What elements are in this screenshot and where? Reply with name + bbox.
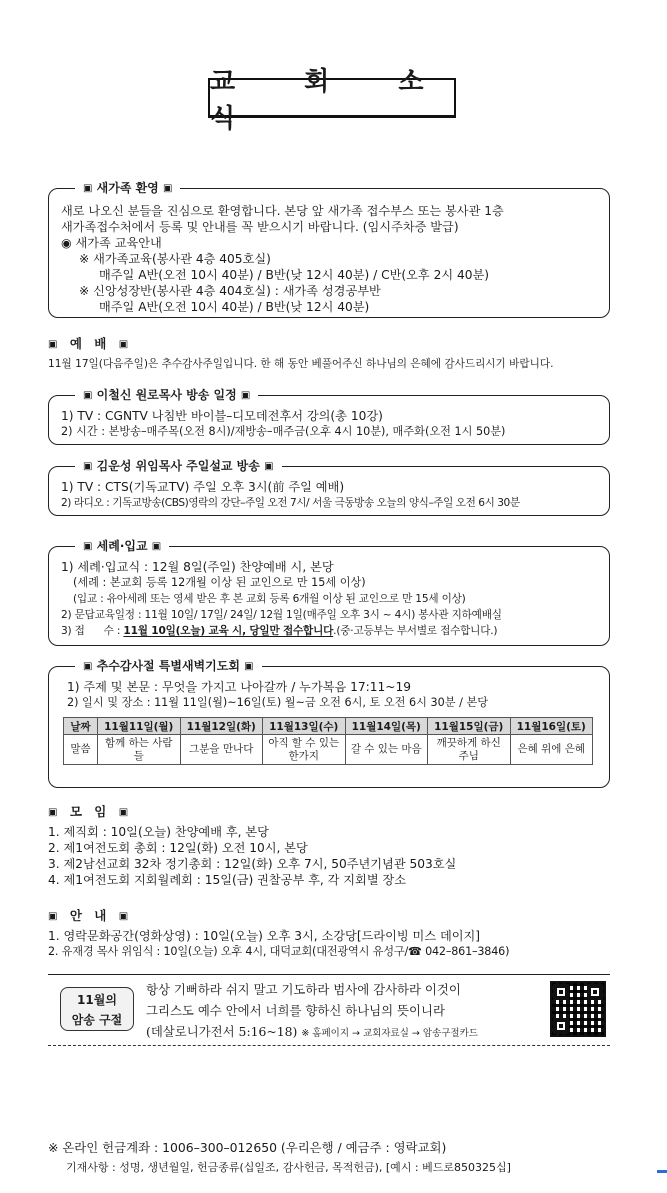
broadcast1-box <box>48 388 610 445</box>
baptism-heading: ▣ 세례·입교 ▣ <box>75 537 169 556</box>
dawn-prayer-box <box>48 659 610 788</box>
table-cell: 갈 수 있는 마음 <box>345 735 428 765</box>
baptism-box <box>48 539 610 646</box>
square-icon: ▣ <box>151 541 162 552</box>
welcome-box <box>48 181 610 318</box>
table-header-cell: 11월12일(화) <box>180 718 263 735</box>
welcome-line: ◉ 새가족 교육안내 <box>61 236 162 250</box>
square-icon: ▣ <box>118 339 129 350</box>
list-item: 1. 제직회 : 10일(오늘) 찬양예배 후, 본당 <box>48 825 269 839</box>
qr-code-icon[interactable] <box>550 981 606 1037</box>
list-item: 2. 유재경 목사 위임식 : 10일(오늘) 오후 4시, 대덕교회(대전광역시 유성구/☎ 042–861–3846) <box>48 945 510 958</box>
square-icon: ▣ <box>83 461 93 472</box>
memory-verse-line: 그리스도 예수 안에서 너희를 향하신 하나님의 뜻이니라 <box>146 1003 445 1018</box>
square-icon: ▣ <box>118 807 129 818</box>
baptism-line: 1) 세례·입교식 : 12월 8일(주일) 찬양예배 시, 본당 <box>61 560 334 574</box>
table-cell: 말씀 <box>64 735 98 765</box>
dawn-schedule-table <box>63 717 593 765</box>
table-cell: 함께 하는 사람들 <box>98 735 181 765</box>
memory-verse-text <box>146 979 478 1044</box>
table-header-cell: 11월14일(목) <box>345 718 428 735</box>
square-icon: ▣ <box>162 183 173 194</box>
memory-verse-ref-line: (데살로니가전서 5:16~18) ※ 홈페이지 → 교회자료실 → 암송구절카드 <box>146 1024 478 1039</box>
dawn-heading: ▣ 추수감사절 특별새벽기도회 ▣ <box>75 657 262 676</box>
broadcast2-line: 2) 라디오 : 기독교방송(CBS)영락의 강단–주일 오전 7시/ 서울 극동방송 오늘의 양식–주일 오전 6시 30분 <box>61 497 520 509</box>
worship-text: 11월 17일(다음주일)은 추수감사주일입니다. 한 해 동안 베풀어주신 하나님의 은혜에 감사드리시기 바랍니다. <box>48 358 554 370</box>
broadcast1-line: 2) 시간 : 본방송–매주목(오전 8시)/재방송–매주금(오후 4시 10분), 매주화(오전 1시 50분) <box>61 425 506 438</box>
welcome-line: 매주일 A반(오전 10시 40분) / B반(낮 12시 40분) / C반(오후 2시 40분) <box>99 268 490 282</box>
baptism-line: (입교 : 유아세례 또는 영세 받은 후 본 교회 등록 6개월 이상 된 교인으로 만 15세 이상) <box>73 593 466 605</box>
broadcast2-line: 1) TV : CTS(기독교TV) 주일 오후 3시(前 주일 예배) <box>61 480 345 494</box>
broadcast2-box <box>48 459 610 516</box>
table-cell: 은혜 위에 은혜 <box>510 735 593 765</box>
square-icon: ▣ <box>83 183 93 194</box>
table-cell: 그분을 만나다 <box>180 735 263 765</box>
memory-verse-line: 항상 기뻐하라 쉬지 말고 기도하라 범사에 감사하라 이것이 <box>146 982 461 997</box>
welcome-heading: ▣ 새가족 환영 ▣ <box>75 179 180 198</box>
list-item: 3. 제2남선교회 32차 정기총회 : 12일(화) 오후 7시, 50주년기념관 503호실 <box>48 857 457 871</box>
square-icon: ▣ <box>48 911 58 922</box>
qr-finder <box>553 984 569 1000</box>
square-icon: ▣ <box>48 339 58 350</box>
broadcast1-heading: ▣ 이철신 원로목사 방송 일정 ▣ <box>75 386 258 405</box>
table-header-cell: 11월11일(월) <box>98 718 181 735</box>
square-icon: ▣ <box>240 390 251 401</box>
memory-verse-hint: ※ 홈페이지 → 교회자료실 → 암송구절카드 <box>301 1028 478 1039</box>
welcome-line: ※ 새가족교육(봉사관 4층 405호실) <box>79 252 271 266</box>
edge-mark <box>657 1170 667 1173</box>
table-cell: 아직 할 수 있는 한가지 <box>263 735 346 765</box>
table-header-cell: 11월16일(토) <box>510 718 593 735</box>
welcome-line: 새로 나오신 분들을 진심으로 환영합니다. 본당 앞 새가족 접수부스 또는 봉사관 1층 <box>61 204 504 218</box>
square-icon: ▣ <box>244 661 254 672</box>
square-icon: ▣ <box>118 911 129 922</box>
square-icon: ▣ <box>83 541 93 552</box>
dawn-line: 2) 일시 및 장소 : 11월 11일(월)~16일(토) 월~금 오전 6시, 토 오전 6시 30분 / 본당 <box>67 696 489 709</box>
qr-finder <box>587 984 603 1000</box>
list-item: 2. 제1여전도회 총회 : 12일(화) 오전 10시, 본당 <box>48 841 308 855</box>
notice-heading: ▣ 안 내 ▣ <box>48 908 129 923</box>
page-title: 교 회 소 식 <box>208 78 456 118</box>
offering-account <box>48 1138 511 1178</box>
baptism-line-5: 3) 접 수 : 11월 10일(오늘) 교육 시, 당일만 접수합니다.(중·고등부는 부서별로 접수합니다.) <box>61 625 498 637</box>
baptism-line: 2) 문답교육일정 : 11월 10일/ 17일/ 24일/ 12월 1일(매주일 오후 3시 ~ 4시) 봉사관 지하예배실 <box>61 609 502 621</box>
broadcast1-line: 1) TV : CGNTV 나침반 바이블–디모데전후서 강의(총 10강) <box>61 409 383 423</box>
memory-verse-label: 11월의 암송 구절 <box>60 987 134 1031</box>
worship-heading: ▣ 예 배 ▣ <box>48 336 129 351</box>
broadcast2-heading: ▣ 김운성 위임목사 주일설교 방송 ▣ <box>75 457 282 476</box>
square-icon: ▣ <box>264 461 274 472</box>
table-header-row <box>64 718 593 735</box>
table-cell: 깨끗하게 하신 주님 <box>428 735 511 765</box>
square-icon: ▣ <box>48 807 58 818</box>
memory-verse-box <box>48 974 610 1046</box>
square-icon: ▣ <box>83 390 93 401</box>
square-icon: ▣ <box>83 661 93 672</box>
list-item: 4. 제1여전도회 지회월례회 : 15일(금) 권찰공부 후, 각 지회별 장소 <box>48 873 407 887</box>
welcome-line: 매주일 A반(오전 10시 40분) / B반(낮 12시 40분) <box>99 300 370 314</box>
account-line: ※ 온라인 헌금계좌 : 1006–300–012650 (우리은행 / 예금주 : 영락교회) <box>48 1140 447 1155</box>
meetings-heading: ▣ 모 임 ▣ <box>48 804 129 819</box>
table-header-cell: 11월13일(수) <box>263 718 346 735</box>
welcome-line: ※ 신앙성장반(봉사관 4층 404호실) : 새가족 성경공부반 <box>79 284 381 298</box>
table-header-cell: 11월15일(금) <box>428 718 511 735</box>
baptism-line: (세례 : 본교회 등록 12개월 이상 된 교인으로 만 15세 이상) <box>73 576 366 589</box>
dawn-line: 1) 주제 및 본문 : 무엇을 가지고 나아갈까 / 누가복음 17:11~19 <box>67 680 411 694</box>
table-row <box>64 735 593 765</box>
notice-list <box>48 928 509 960</box>
qr-finder <box>553 1018 569 1034</box>
welcome-line: 새가족접수처에서 등록 및 안내를 꼭 받으시기 바랍니다. (임시주차증 발급) <box>61 220 459 234</box>
meetings-list <box>48 824 456 888</box>
account-note: 기재사항 : 성명, 생년월일, 헌금종류(십일조, 감사헌금, 목적헌금), [예시 : 베드로850325십] <box>66 1161 511 1174</box>
table-header-cell: 날짜 <box>64 718 98 735</box>
list-item: 1. 영락문화공간(영화상영) : 10일(오늘) 오후 3시, 소강당[드라이빙 미스 데이지] <box>48 929 481 943</box>
